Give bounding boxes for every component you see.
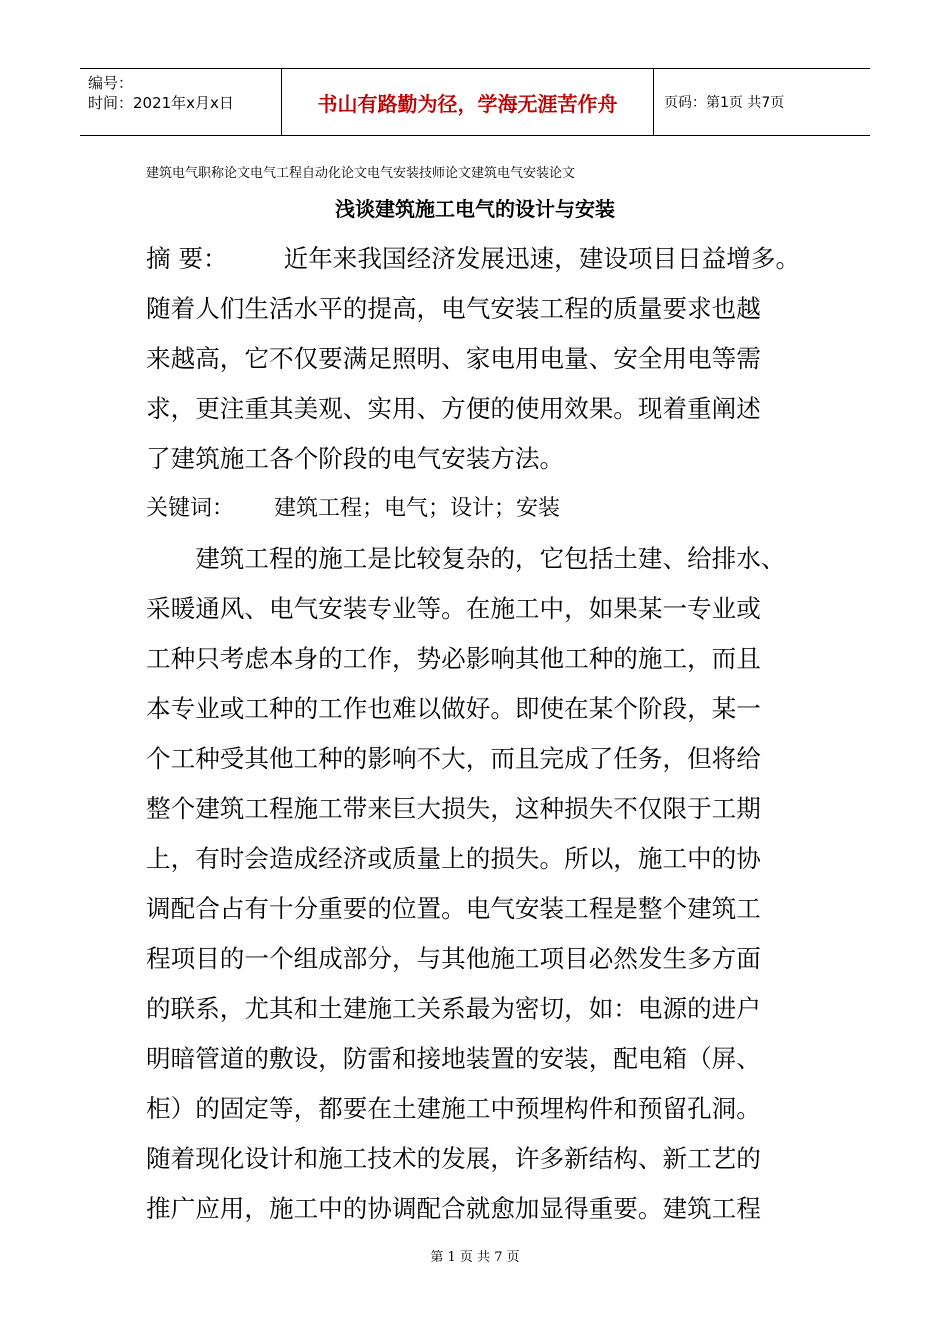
body-line: 上，有时会造成经济或质量上的损失。所以，施工中的协 [146, 844, 761, 873]
abstract-text: 近年来我国经济发展迅速，建设项目日益增多。 [283, 244, 801, 273]
abstract-line: 求，更注重其美观、实用、方便的使用效果。现着重阐述 [146, 394, 761, 423]
abstract-line: 了建筑施工各个阶段的电气安装方法。 [146, 444, 565, 473]
body-line: 明暗管道的敷设，防雷和接地装置的安装，配电箱（屏、 [146, 1044, 761, 1073]
body-line: 采暖通风、电气安装专业等。在施工中，如果某一专业或 [146, 594, 761, 623]
header-page-info: 页码：第1页 共7页 [664, 95, 785, 111]
keywords-line [146, 494, 560, 524]
document-title: 浅谈建筑施工电气的设计与安装 [335, 197, 615, 221]
body-line: 随着现化设计和施工技术的发展，许多新结构、新工艺的 [146, 1144, 761, 1173]
body-line: 的联系，尤其和土建施工关系最为密切，如：电源的进户 [146, 994, 761, 1023]
number-label: 编号： [88, 74, 134, 92]
header-divider [653, 69, 654, 135]
header-meta [88, 73, 234, 113]
abstract-label: 摘 要： [146, 244, 228, 273]
body-line: 柜）的固定等，都要在土建施工中预埋构件和预留孔洞。 [146, 1094, 761, 1123]
abstract-first-line [146, 244, 800, 274]
body-line: 推广应用，施工中的协调配合就愈加显得重要。建筑工程 [146, 1194, 761, 1223]
abstract-line: 随着人们生活水平的提高，电气安装工程的质量要求也越 [146, 294, 761, 323]
time-label: 时间：2021年x月x日 [88, 94, 234, 112]
page-footer: 第 1 页 共 7 页 [430, 1250, 520, 1265]
body-line: 本专业或工种的工作也难以做好。即使在某个阶段，某一 [146, 694, 761, 723]
body-line: 个工种受其他工种的影响不大，而且完成了任务，但将给 [146, 744, 761, 773]
body-line: 整个建筑工程施工带来巨大损失，这种损失不仅限于工期 [146, 794, 761, 823]
body-line: 建筑工程的施工是比较复杂的，它包括土建、给排水、 [146, 544, 786, 573]
keywords-label: 关键词： [146, 496, 235, 521]
body-line: 程项目的一个组成部分，与其他施工项目必然发生多方面 [146, 944, 761, 973]
page-header [80, 68, 870, 136]
body-line: 工种只考虑本身的工作，势必影响其他工种的施工，而且 [146, 644, 761, 673]
category-tags: 建筑电气职称论文电气工程自动化论文电气安装技师论文建筑电气安装论文 [146, 166, 576, 181]
keywords-value: 建筑工程；电气；设计；安装 [274, 496, 561, 521]
abstract-line: 来越高，它不仅要满足照明、家电用电量、安全用电等需 [146, 344, 761, 373]
header-motto: 书山有路勤为径，学海无涯苦作舟 [317, 91, 618, 116]
body-line: 调配合占有十分重要的位置。电气安装工程是整个建筑工 [146, 894, 761, 923]
